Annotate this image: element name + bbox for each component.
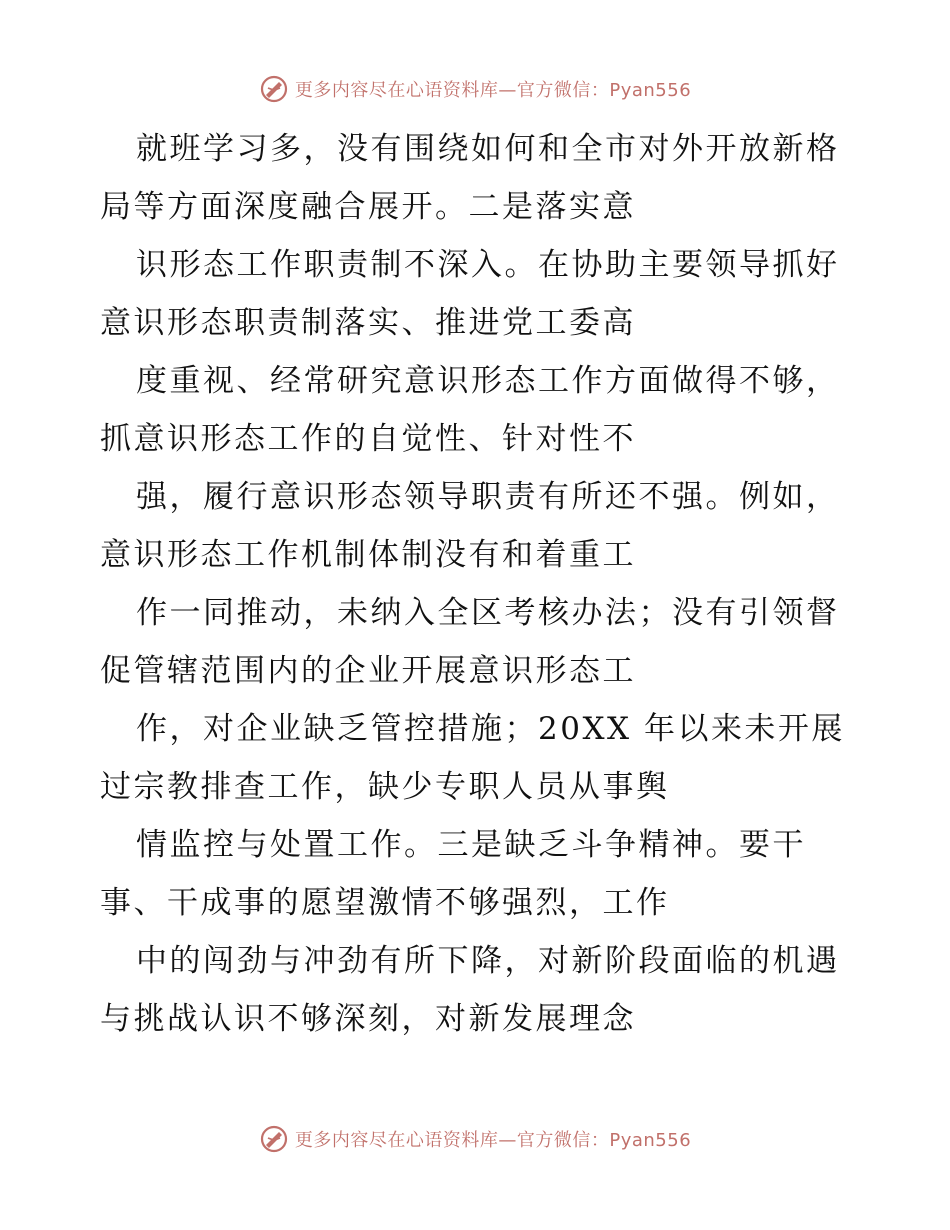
- paragraph: [100, 932, 880, 1048]
- paragraph: [100, 700, 880, 816]
- paragraph: [100, 584, 880, 700]
- document-body: [100, 120, 880, 1048]
- paragraph-line-indented: 作一同推动，未纳入全区考核办法；没有引领督: [136, 595, 840, 631]
- header-watermark: [0, 72, 950, 106]
- paragraph-line: 意识形态工作机制体制没有和着重工: [100, 537, 636, 573]
- footer-watermark: [0, 1122, 950, 1156]
- paragraph-line-indented: 强，履行意识形态领导职责有所还不强。例如，: [136, 479, 840, 515]
- paragraph: [100, 120, 880, 236]
- paragraph-line-indented: 识形态工作职责制不深入。在协助主要领导抓好: [136, 247, 840, 283]
- paragraph: [100, 468, 880, 584]
- paragraph-line-indented: 中的闯劲与冲劲有所下降，对新阶段面临的机遇: [136, 943, 840, 979]
- paragraph-line-indented: 作，对企业缺乏管控措施；20XX 年以来未开展: [136, 711, 845, 747]
- paragraph-line-indented: 情监控与处置工作。三是缺乏斗争精神。要干: [136, 827, 806, 863]
- paragraph-line-indented: 度重视、经常研究意识形态工作方面做得不够，: [136, 363, 840, 399]
- paragraph: [100, 816, 880, 932]
- brand-logo-icon: [259, 1124, 289, 1154]
- brand-logo-icon: [259, 74, 289, 104]
- paragraph-line: 抓意识形态工作的自觉性、针对性不: [100, 421, 636, 457]
- header-banner-text: 更多内容尽在心语资料库—官方微信：Pyan556: [294, 80, 692, 101]
- footer-banner-text: 更多内容尽在心语资料库—官方微信：Pyan556: [294, 1130, 692, 1151]
- paragraph-line: 促管辖范围内的企业开展意识形态工: [100, 653, 636, 689]
- paragraph-line: 意识形态职责制落实、推进党工委高: [100, 305, 636, 341]
- paragraph-line: 事、干成事的愿望激情不够强烈，工作: [100, 885, 670, 921]
- paragraph-line-indented: 就班学习多，没有围绕如何和全市对外开放新格: [136, 131, 840, 167]
- paragraph: [100, 236, 880, 352]
- paragraph-line: 局等方面深度融合展开。二是落实意: [100, 189, 636, 225]
- paragraph: [100, 352, 880, 468]
- paragraph-line: 过宗教排查工作，缺少专职人员从事舆: [100, 769, 670, 805]
- paragraph-line: 与挑战认识不够深刻，对新发展理念: [100, 1001, 636, 1037]
